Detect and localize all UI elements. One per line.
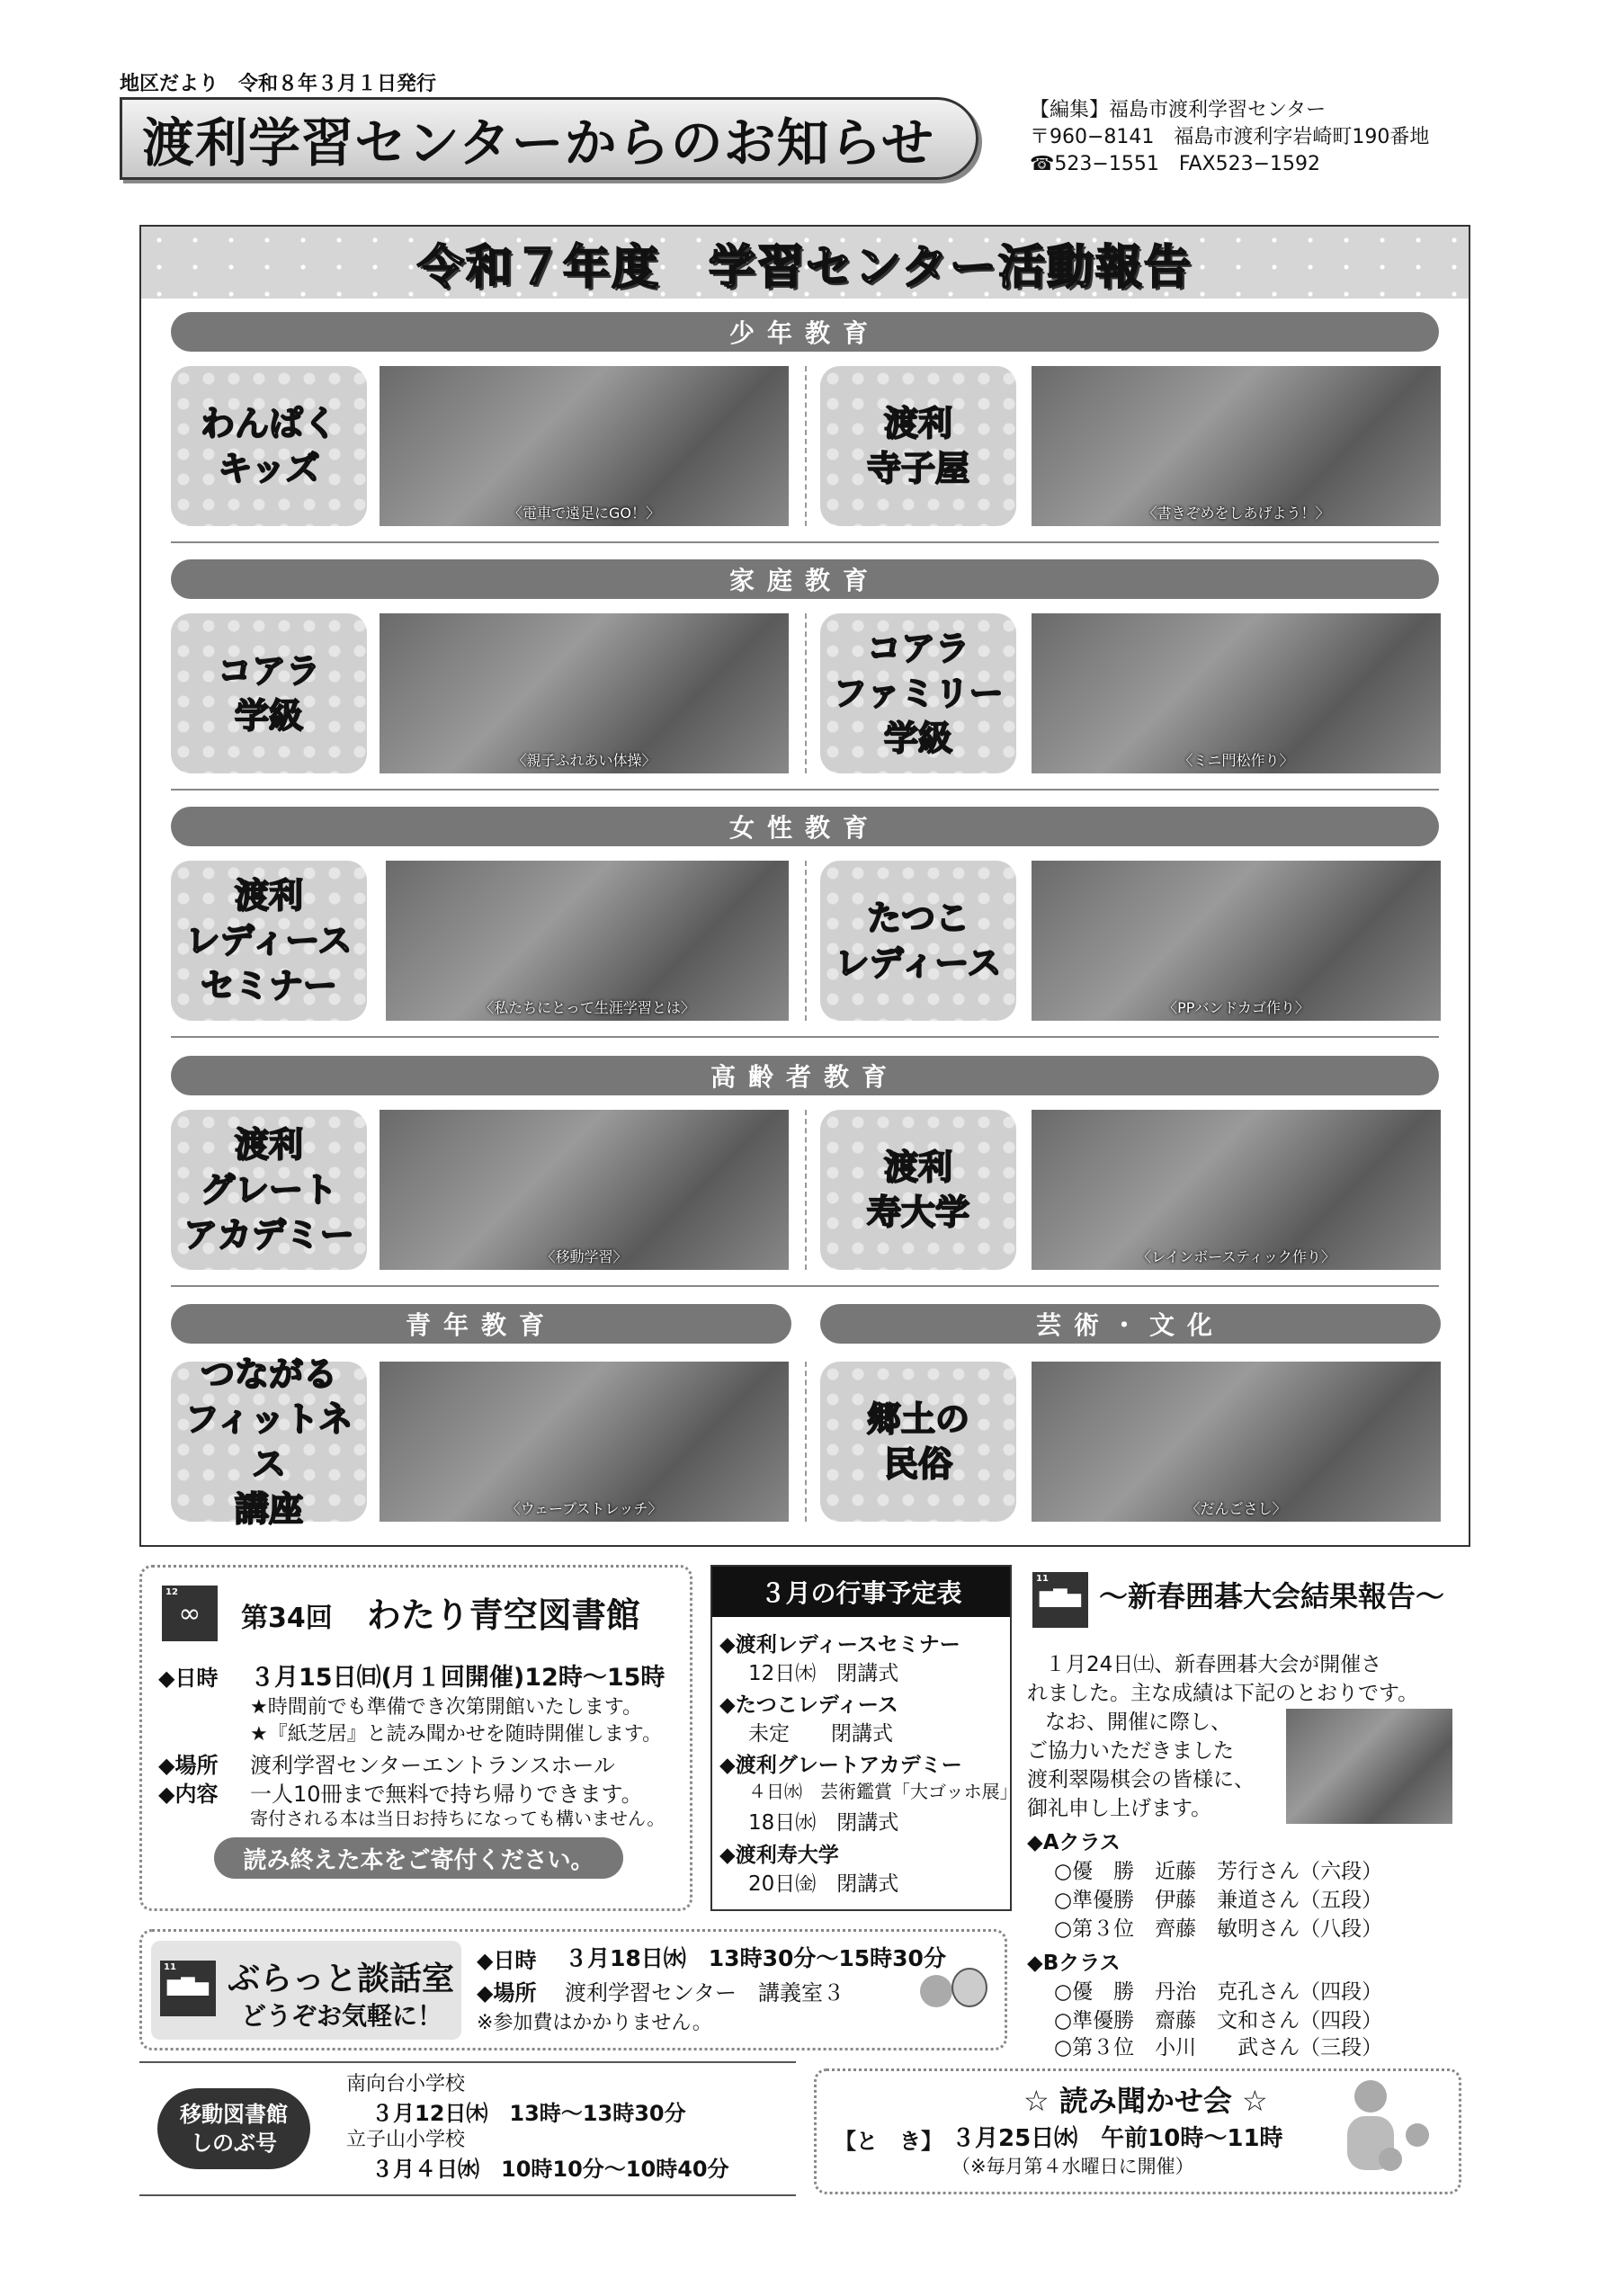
schedule-row: ◆渡利寿大学 bbox=[719, 1844, 839, 1867]
schedule-row: ◆たつこレディース bbox=[719, 1693, 898, 1717]
photo-caption: 〈親子ふれあい体操〉 bbox=[512, 752, 657, 769]
child-figure-icon bbox=[1406, 2123, 1429, 2147]
schedule-row: 20日㈮ 閉講式 bbox=[748, 1872, 899, 1896]
divider bbox=[805, 366, 807, 526]
reader-figure-icon bbox=[1354, 2080, 1387, 2113]
section-divider bbox=[171, 541, 1439, 543]
divider bbox=[805, 1110, 807, 1270]
photo-caption: 〈電車で遠足にGO！〉 bbox=[508, 505, 660, 522]
place-label: ◆場所 bbox=[477, 1980, 537, 2006]
activity-photo bbox=[380, 1362, 789, 1522]
chat-title: ぶらっと談話室 bbox=[228, 1961, 455, 1997]
activity-photo bbox=[1032, 613, 1441, 773]
go-body: 渡利翠陽棋会の皆様に、 bbox=[1027, 1768, 1255, 1791]
schedule-row: ◆渡利グレートアカデミー bbox=[719, 1754, 962, 1777]
class-a-label: ◆Aクラス bbox=[1027, 1831, 1121, 1854]
chat-place: 渡利学習センター 講義室３ bbox=[565, 1980, 845, 2006]
photo-caption: 〈ウェーブストレッチ〉 bbox=[505, 1500, 663, 1517]
report-header bbox=[141, 227, 1469, 299]
divider bbox=[805, 861, 807, 1021]
editor-phone: ☎523−1551 bbox=[1030, 153, 1159, 175]
schedule-row: ◆渡利レディースセミナー bbox=[719, 1633, 960, 1657]
chat-subtitle: どうぞお気軽に！ bbox=[241, 2001, 443, 2031]
section-bar: 青年教育 bbox=[171, 1304, 791, 1344]
sdg-number: 12 bbox=[165, 1587, 178, 1597]
chat-note: ※参加費はかかりません。 bbox=[477, 2012, 712, 2034]
photo-caption: 〈移動学習〉 bbox=[540, 1248, 628, 1265]
issue-date: 地区だより 令和８年３月１日発行 bbox=[120, 73, 437, 95]
place-label: ◆場所 bbox=[158, 1753, 219, 1778]
result-row: ○第３位 齊藤 敏明さん（八段） bbox=[1054, 1917, 1383, 1941]
visit-time: ３月12日㈭ 13時～13時30分 bbox=[371, 2101, 686, 2126]
sdg-number: 11 bbox=[164, 1962, 176, 1972]
sdg-11-icon: 11 ▆▇▅ bbox=[1032, 1572, 1088, 1628]
schedule-box bbox=[710, 1565, 1018, 1911]
schedule-row: ４日㈬ 芸術鑑賞「大ゴッホ展」 bbox=[748, 1781, 1018, 1802]
program-button[interactable]: たつこ レディース bbox=[820, 861, 1016, 1021]
story-note: （※毎月第４水曜日に開催） bbox=[951, 2156, 1194, 2177]
activity-photo bbox=[386, 861, 789, 1021]
divider bbox=[139, 2194, 796, 2196]
schedule-title: ３月の行事予定表 bbox=[712, 1567, 1010, 1617]
activity-photo bbox=[380, 366, 789, 526]
library-content: 一人10冊まで無料で持ち帰りできます。 bbox=[250, 1782, 643, 1807]
school-name: 南向台小学校 bbox=[346, 2073, 466, 2095]
sdg-number: 11 bbox=[1036, 1574, 1049, 1584]
editor-name: 【編集】福島市渡利学習センター bbox=[1030, 99, 1327, 121]
activity-photo bbox=[380, 613, 789, 773]
result-row: ○準優勝 伊藤 兼道さん（五段） bbox=[1054, 1889, 1383, 1912]
editor-info bbox=[1030, 97, 1429, 178]
photo-caption: 〈書きぞめをしあげよう！〉 bbox=[1142, 505, 1330, 522]
date-label: ◆日時 bbox=[158, 1666, 219, 1691]
photo-caption: 〈だんごさし〉 bbox=[1185, 1500, 1287, 1517]
go-body: １月24日㈯、新春囲碁大会が開催さ bbox=[1045, 1653, 1382, 1676]
go-title: ～新春囲碁大会結果報告～ bbox=[1099, 1579, 1445, 1613]
chat-title-panel bbox=[151, 1941, 461, 2040]
go-body: れました。主な成績は下記のとおりです。 bbox=[1027, 1682, 1419, 1705]
child-figure-icon bbox=[1379, 2148, 1402, 2171]
divider bbox=[139, 2061, 796, 2063]
program-button[interactable]: つながる フィットネス 講座 bbox=[171, 1362, 367, 1522]
schedule-row: 12日㈭ 閉講式 bbox=[748, 1662, 899, 1685]
go-body: 御礼申し上げます。 bbox=[1027, 1797, 1212, 1820]
chat-date: ３月18日㈬ 13時30分～15時30分 bbox=[565, 1945, 946, 1971]
program-button[interactable]: わんぱく キッズ bbox=[171, 366, 367, 526]
content-label: ◆内容 bbox=[158, 1782, 219, 1807]
go-body: ご協力いただきました bbox=[1027, 1739, 1234, 1763]
library-note: ★時間前でも準備でき次第開館いたします。 bbox=[250, 1696, 642, 1719]
section-bar: 芸術・文化 bbox=[820, 1304, 1441, 1344]
photo-caption: 〈レインボースティック作り〉 bbox=[1137, 1248, 1336, 1265]
library-note: ★『紙芝居』と読み聞かせを随時開催します。 bbox=[250, 1723, 662, 1746]
program-button[interactable]: 渡利 寿大学 bbox=[820, 1110, 1016, 1270]
library-box bbox=[139, 1565, 692, 1911]
result-row: ○第３位 小川 武さん（三段） bbox=[1054, 2036, 1383, 2059]
library-place: 渡利学習センターエントランスホール bbox=[250, 1753, 615, 1778]
library-title-num: 第34回 bbox=[241, 1603, 333, 1634]
editor-address: 〒960−8141 福島市渡利字岩崎町190番地 bbox=[1030, 126, 1430, 148]
editor-fax: FAX523−1592 bbox=[1178, 153, 1321, 175]
chat-room-box bbox=[139, 1929, 1007, 2050]
library-title bbox=[241, 1587, 640, 1637]
photo-caption: 〈私たちにとって生涯学習とは〉 bbox=[479, 999, 695, 1016]
report-title: 令和７年度 学習センター活動報告 bbox=[417, 240, 1193, 295]
activity-photo bbox=[1032, 1110, 1441, 1270]
story-title: ☆ 読み聞かせ会 ☆ bbox=[1023, 2084, 1268, 2118]
library-content-note: 寄付される本は当日お持ちになっても構いません。 bbox=[250, 1808, 666, 1829]
program-button[interactable]: 渡利 グレート アカデミー bbox=[171, 1110, 367, 1270]
program-button[interactable]: 渡利 寺子屋 bbox=[820, 366, 1016, 526]
schedule-row: 未定 閉講式 bbox=[748, 1722, 893, 1746]
result-row: ○優 勝 丹治 克孔さん（四段） bbox=[1054, 1980, 1383, 2004]
page-title-banner bbox=[120, 97, 978, 180]
mascot-icon bbox=[951, 1968, 987, 2007]
activity-photo bbox=[1032, 366, 1441, 526]
result-row: ○優 勝 近藤 芳行さん（六段） bbox=[1054, 1860, 1383, 1883]
section-bar: 女性教育 bbox=[171, 807, 1439, 846]
activity-photo bbox=[1032, 861, 1441, 1021]
section-divider bbox=[171, 1036, 1439, 1038]
photo-caption: 〈ミニ門松作り〉 bbox=[1178, 752, 1294, 769]
library-title-text: わたり青空図書館 bbox=[366, 1595, 640, 1635]
section-divider bbox=[171, 1285, 1439, 1287]
divider bbox=[805, 1362, 807, 1522]
program-button[interactable]: コアラ 学級 bbox=[171, 613, 367, 773]
go-photo bbox=[1286, 1709, 1452, 1824]
result-row: ○準優勝 齋藤 文和さん（四段） bbox=[1054, 2009, 1383, 2032]
date-label: ◆日時 bbox=[477, 1948, 537, 1973]
activity-report bbox=[139, 225, 1470, 1547]
library-date: ３月15日㈰(月１回開催)12時～15時 bbox=[250, 1664, 666, 1692]
section-bar: 高齢者教育 bbox=[171, 1056, 1439, 1095]
go-body: なお、開催に際し、 bbox=[1045, 1711, 1231, 1734]
page-title: 渡利学習センターからのお知らせ bbox=[142, 112, 934, 174]
story-time-box bbox=[814, 2068, 1461, 2194]
go-report bbox=[1027, 1565, 1463, 2059]
program-button[interactable]: 郷土の 民俗 bbox=[820, 1362, 1016, 1522]
section-bar: 少年教育 bbox=[171, 312, 1439, 352]
sdg-12-icon: 12 ∞ bbox=[162, 1586, 218, 1641]
school-name: 立子山小学校 bbox=[346, 2129, 466, 2151]
section-divider bbox=[171, 789, 1439, 791]
sdg-11-icon: 11 ▆▇▅ bbox=[160, 1961, 216, 2016]
visit-time: ３月４日㈬ 10時10分～10時40分 bbox=[371, 2157, 729, 2182]
section-bar: 家庭教育 bbox=[171, 559, 1439, 599]
mascot-icon bbox=[920, 1975, 952, 2007]
program-button[interactable]: 渡利 レディース セミナー bbox=[171, 861, 367, 1021]
activity-photo bbox=[1032, 1362, 1441, 1522]
photo-caption: 〈PPバンドカゴ作り〉 bbox=[1163, 999, 1309, 1016]
mobile-library bbox=[139, 2068, 796, 2185]
story-when: ３月25日㈬ 午前10時～11時 bbox=[951, 2125, 1283, 2152]
class-b-label: ◆Bクラス bbox=[1027, 1952, 1121, 1975]
when-label: 【と き】 bbox=[835, 2129, 942, 2154]
activity-photo bbox=[380, 1110, 789, 1270]
donation-pill: 読み終えた本をご寄付ください。 bbox=[214, 1837, 623, 1879]
schedule-row: 18日㈬ 閉講式 bbox=[748, 1811, 899, 1835]
divider bbox=[805, 613, 807, 773]
program-button[interactable]: コアラ ファミリー 学級 bbox=[820, 613, 1016, 773]
mobile-library-badge: 移動図書館 しのぶ号 bbox=[157, 2088, 310, 2169]
